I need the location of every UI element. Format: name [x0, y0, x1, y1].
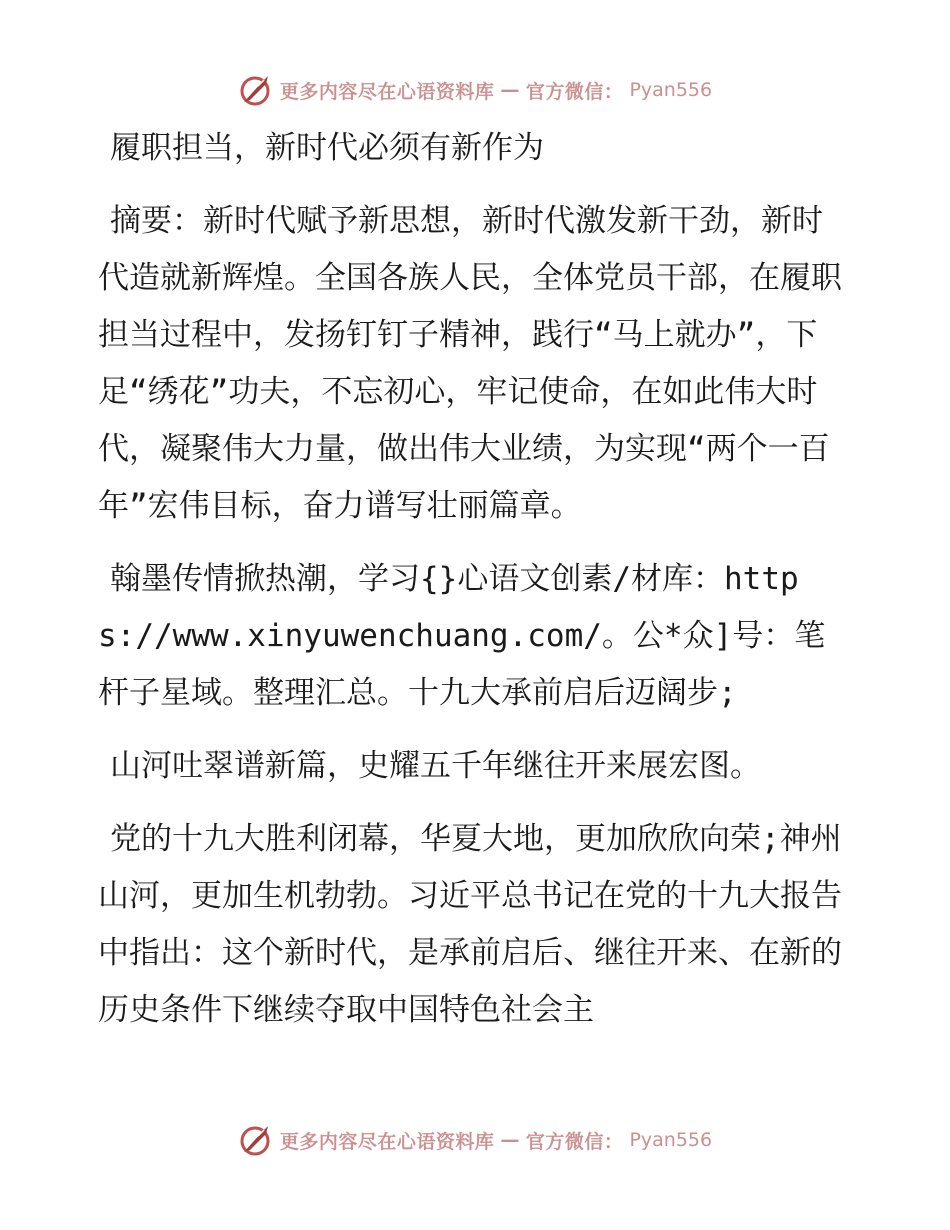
- banner-contact-label: 官方微信：: [525, 1130, 624, 1153]
- banner-contact-id: Pyan556: [629, 1129, 713, 1151]
- banner-site-text: 更多内容尽在心语资料库: [279, 80, 495, 103]
- header-banner: [0, 70, 950, 110]
- banner-contact-id: Pyan556: [629, 79, 713, 101]
- quill-circle-logo-icon: [238, 1122, 274, 1158]
- body-paragraph-2: 山河吐翠谱新篇，史耀五千年继往开来展宏图。: [110, 748, 761, 784]
- banner-separator: —: [500, 79, 520, 101]
- document-body: [98, 120, 852, 1039]
- banner-separator: —: [500, 1129, 520, 1151]
- abstract-paragraph: 摘要：新时代赋予新思想，新时代激发新干劲，新时代造就新辉煌。全国各族人民，全体党员干部，在履职担当过程中，发扬钉钉子精神，践行“马上就办”，下足“绣花”功夫，不忘初心，牢记使命，在如此伟大时代，凝聚伟大力量，做出伟大业绩，为实现“两个一百年”宏伟目标，奋力谱写壮丽篇章。: [98, 203, 842, 524]
- footer-banner: [0, 1120, 950, 1160]
- body-paragraph-1: 翰墨传情掀热潮，学习{}心语文创素/材库：https://www.xinyuwenchuang.com/。公*众]号：笔杆子星域。整理汇总。十九大承前启后迈阔步;: [98, 561, 826, 711]
- banner-contact-label: 官方微信：: [525, 80, 624, 103]
- banner-site-text: 更多内容尽在心语资料库: [279, 1130, 495, 1153]
- body-paragraph-3: 党的十九大胜利闭幕，华夏大地，更加欣欣向荣;神州山河，更加生机勃勃。习近平总书记在党的十九大报告中指出：这个新时代，是承前启后、继往开来、在新的历史条件下继续夺取中国特色社会主: [98, 821, 842, 1028]
- quill-circle-logo-icon: [238, 72, 274, 108]
- document-title: 履职担当，新时代必须有新作为: [110, 130, 544, 166]
